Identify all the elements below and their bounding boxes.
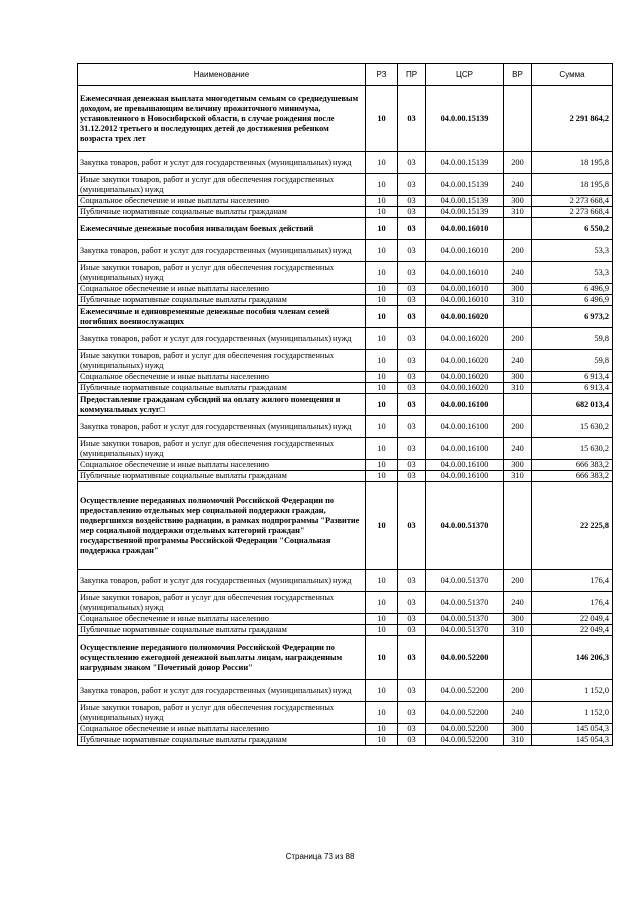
table-row [78, 394, 613, 416]
table-row [78, 735, 613, 746]
cell-pr: 03 [398, 702, 426, 724]
cell-sum: 6 913,4 [532, 372, 613, 383]
cell-csr: 04.0.00.16010 [426, 295, 504, 306]
table-row [78, 680, 613, 702]
cell-vr: 310 [504, 735, 532, 746]
cell-csr: 04.0.00.16100 [426, 394, 504, 416]
cell-sum: 2 273 668,4 [532, 196, 613, 207]
cell-rz: 10 [366, 86, 398, 152]
cell-name: Ежемесячные и единовременные денежные пособия членам семей погибших военнослужащих [78, 306, 366, 328]
cell-name: Осуществление переданного полномочия Российской Федерации по осуществлению ежегодной денежной выплаты лицам, награжденным нагрудным знаком "Почетный донор России" [78, 636, 366, 680]
cell-sum: 15 630,2 [532, 438, 613, 460]
cell-rz: 10 [366, 240, 398, 262]
cell-rz: 10 [366, 306, 398, 328]
table-row [78, 372, 613, 383]
cell-rz: 10 [366, 295, 398, 306]
cell-name: Закупка товаров, работ и услуг для государственных (муниципальных) нужд [78, 328, 366, 350]
cell-rz: 10 [366, 471, 398, 482]
header-rz: РЗ [366, 64, 398, 86]
cell-rz: 10 [366, 207, 398, 218]
table-row [78, 284, 613, 295]
cell-csr: 04.0.00.15139 [426, 174, 504, 196]
cell-rz: 10 [366, 724, 398, 735]
header-csr: ЦСР [426, 64, 504, 86]
table-row [78, 328, 613, 350]
header-vr: ВР [504, 64, 532, 86]
cell-name: Социальное обеспечение и иные выплаты населению [78, 724, 366, 735]
table-row [78, 306, 613, 328]
cell-pr: 03 [398, 350, 426, 372]
cell-csr: 04.0.00.16020 [426, 350, 504, 372]
table-row [78, 438, 613, 460]
table-row [78, 207, 613, 218]
cell-rz: 10 [366, 152, 398, 174]
cell-name: Иные закупки товаров, работ и услуг для обеспечения государственных (муниципальных) нужд [78, 592, 366, 614]
cell-rz: 10 [366, 614, 398, 625]
table-row [78, 625, 613, 636]
cell-vr: 310 [504, 207, 532, 218]
cell-rz: 10 [366, 438, 398, 460]
cell-name: Закупка товаров, работ и услуг для государственных (муниципальных) нужд [78, 152, 366, 174]
table-row [78, 592, 613, 614]
cell-pr: 03 [398, 86, 426, 152]
cell-csr: 04.0.00.15139 [426, 196, 504, 207]
cell-vr: 300 [504, 724, 532, 735]
table-row [78, 383, 613, 394]
table-row [78, 614, 613, 625]
cell-sum: 6 973,2 [532, 306, 613, 328]
cell-csr: 04.0.00.52200 [426, 636, 504, 680]
cell-pr: 03 [398, 328, 426, 350]
header-pr: ПР [398, 64, 426, 86]
cell-sum: 59,8 [532, 328, 613, 350]
cell-csr: 04.0.00.15139 [426, 86, 504, 152]
cell-name: Предоставление гражданам субсидий на оплату жилого помещения и коммунальных услуг□ [78, 394, 366, 416]
cell-name: Ежемесячная денежная выплата многодетным семьям со среднедушевым доходом, не превышающим величину прожиточного минимума, установленного в Новосибирской области, в случае рождения после 31.12.2012 третьего и последующих детей до достижения ребенком возраста трех лет [78, 86, 366, 152]
cell-name: Социальное обеспечение и иные выплаты населению [78, 460, 366, 471]
cell-name: Социальное обеспечение и иные выплаты населению [78, 372, 366, 383]
cell-vr: 240 [504, 350, 532, 372]
cell-csr: 04.0.00.52200 [426, 702, 504, 724]
cell-pr: 03 [398, 284, 426, 295]
cell-vr: 240 [504, 702, 532, 724]
cell-pr: 03 [398, 614, 426, 625]
cell-name: Закупка товаров, работ и услуг для государственных (муниципальных) нужд [78, 416, 366, 438]
cell-sum: 22 225,8 [532, 482, 613, 570]
cell-pr: 03 [398, 625, 426, 636]
cell-sum: 18 195,8 [532, 152, 613, 174]
cell-csr: 04.0.00.16020 [426, 383, 504, 394]
cell-sum: 666 383,2 [532, 460, 613, 471]
cell-sum: 6 496,9 [532, 295, 613, 306]
cell-name: Закупка товаров, работ и услуг для государственных (муниципальных) нужд [78, 570, 366, 592]
cell-rz: 10 [366, 625, 398, 636]
cell-rz: 10 [366, 394, 398, 416]
cell-csr: 04.0.00.16010 [426, 284, 504, 295]
cell-pr: 03 [398, 372, 426, 383]
table-row [78, 152, 613, 174]
table-row [78, 636, 613, 680]
cell-name: Публичные нормативные социальные выплаты гражданам [78, 735, 366, 746]
cell-csr: 04.0.00.16100 [426, 416, 504, 438]
cell-rz: 10 [366, 702, 398, 724]
cell-vr: 200 [504, 570, 532, 592]
cell-pr: 03 [398, 152, 426, 174]
cell-name: Публичные нормативные социальные выплаты гражданам [78, 207, 366, 218]
table-header-row [78, 64, 613, 86]
cell-name: Публичные нормативные социальные выплаты гражданам [78, 625, 366, 636]
cell-name: Социальное обеспечение и иные выплаты населению [78, 614, 366, 625]
cell-pr: 03 [398, 207, 426, 218]
cell-rz: 10 [366, 218, 398, 240]
cell-sum: 15 630,2 [532, 416, 613, 438]
cell-vr: 300 [504, 196, 532, 207]
cell-sum: 2 273 668,4 [532, 207, 613, 218]
cell-rz: 10 [366, 460, 398, 471]
cell-pr: 03 [398, 460, 426, 471]
cell-sum: 59,8 [532, 350, 613, 372]
cell-pr: 03 [398, 735, 426, 746]
cell-pr: 03 [398, 218, 426, 240]
cell-name: Иные закупки товаров, работ и услуг для обеспечения государственных (муниципальных) нужд [78, 262, 366, 284]
cell-sum: 145 054,3 [532, 724, 613, 735]
cell-vr: 200 [504, 416, 532, 438]
cell-csr: 04.0.00.16010 [426, 262, 504, 284]
cell-csr: 04.0.00.16020 [426, 328, 504, 350]
cell-pr: 03 [398, 471, 426, 482]
cell-vr: 310 [504, 471, 532, 482]
cell-sum: 6 913,4 [532, 383, 613, 394]
cell-sum: 145 054,3 [532, 735, 613, 746]
cell-sum: 2 291 864,2 [532, 86, 613, 152]
cell-pr: 03 [398, 592, 426, 614]
cell-csr: 04.0.00.51370 [426, 592, 504, 614]
cell-rz: 10 [366, 262, 398, 284]
table-row [78, 416, 613, 438]
table-row [78, 295, 613, 306]
cell-sum: 176,4 [532, 592, 613, 614]
cell-pr: 03 [398, 306, 426, 328]
cell-sum: 176,4 [532, 570, 613, 592]
cell-vr: 300 [504, 614, 532, 625]
cell-csr: 04.0.00.16100 [426, 471, 504, 482]
cell-rz: 10 [366, 284, 398, 295]
cell-rz: 10 [366, 570, 398, 592]
cell-rz: 10 [366, 174, 398, 196]
cell-csr: 04.0.00.51370 [426, 614, 504, 625]
cell-name: Закупка товаров, работ и услуг для государственных (муниципальных) нужд [78, 680, 366, 702]
cell-rz: 10 [366, 416, 398, 438]
cell-csr: 04.0.00.16100 [426, 460, 504, 471]
table-row [78, 482, 613, 570]
table-body [78, 86, 613, 746]
cell-sum: 18 195,8 [532, 174, 613, 196]
table-row [78, 471, 613, 482]
cell-rz: 10 [366, 328, 398, 350]
cell-csr: 04.0.00.16010 [426, 240, 504, 262]
cell-vr [504, 636, 532, 680]
cell-name: Ежемесячные денежные пособия инвалидам боевых действий [78, 218, 366, 240]
table-row [78, 702, 613, 724]
cell-name: Публичные нормативные социальные выплаты гражданам [78, 383, 366, 394]
cell-sum: 22 049,4 [532, 625, 613, 636]
cell-name: Иные закупки товаров, работ и услуг для обеспечения государственных (муниципальных) нужд [78, 350, 366, 372]
cell-sum: 146 206,3 [532, 636, 613, 680]
cell-rz: 10 [366, 350, 398, 372]
cell-rz: 10 [366, 482, 398, 570]
table-row [78, 570, 613, 592]
cell-csr: 04.0.00.51370 [426, 625, 504, 636]
cell-pr: 03 [398, 724, 426, 735]
cell-vr [504, 218, 532, 240]
cell-rz: 10 [366, 383, 398, 394]
cell-rz: 10 [366, 196, 398, 207]
cell-vr [504, 306, 532, 328]
budget-table [77, 63, 613, 746]
table-row [78, 262, 613, 284]
cell-name: Закупка товаров, работ и услуг для государственных (муниципальных) нужд [78, 240, 366, 262]
cell-csr: 04.0.00.16020 [426, 306, 504, 328]
cell-name: Социальное обеспечение и иные выплаты населению [78, 196, 366, 207]
cell-sum: 682 013,4 [532, 394, 613, 416]
cell-rz: 10 [366, 372, 398, 383]
cell-vr: 300 [504, 372, 532, 383]
cell-vr: 200 [504, 328, 532, 350]
cell-vr: 200 [504, 240, 532, 262]
cell-pr: 03 [398, 680, 426, 702]
cell-csr: 04.0.00.52200 [426, 680, 504, 702]
cell-pr: 03 [398, 240, 426, 262]
cell-name: Социальное обеспечение и иные выплаты населению [78, 284, 366, 295]
cell-pr: 03 [398, 262, 426, 284]
cell-vr [504, 482, 532, 570]
table-row [78, 724, 613, 735]
cell-csr: 04.0.00.15139 [426, 207, 504, 218]
cell-pr: 03 [398, 438, 426, 460]
cell-name: Иные закупки товаров, работ и услуг для обеспечения государственных (муниципальных) нужд [78, 174, 366, 196]
cell-pr: 03 [398, 383, 426, 394]
cell-rz: 10 [366, 680, 398, 702]
cell-pr: 03 [398, 570, 426, 592]
cell-sum: 22 049,4 [532, 614, 613, 625]
cell-name: Публичные нормативные социальные выплаты гражданам [78, 471, 366, 482]
cell-sum: 53,3 [532, 262, 613, 284]
cell-csr: 04.0.00.52200 [426, 735, 504, 746]
cell-vr: 300 [504, 284, 532, 295]
cell-csr: 04.0.00.16010 [426, 218, 504, 240]
cell-sum: 6 550,2 [532, 218, 613, 240]
cell-csr: 04.0.00.15139 [426, 152, 504, 174]
table-row [78, 350, 613, 372]
cell-vr: 200 [504, 680, 532, 702]
cell-name: Публичные нормативные социальные выплаты гражданам [78, 295, 366, 306]
cell-csr: 04.0.00.51370 [426, 570, 504, 592]
cell-rz: 10 [366, 592, 398, 614]
cell-rz: 10 [366, 735, 398, 746]
cell-pr: 03 [398, 174, 426, 196]
cell-vr: 200 [504, 152, 532, 174]
cell-vr: 300 [504, 460, 532, 471]
cell-vr [504, 394, 532, 416]
table-row [78, 86, 613, 152]
cell-pr: 03 [398, 196, 426, 207]
cell-pr: 03 [398, 394, 426, 416]
cell-name: Иные закупки товаров, работ и услуг для обеспечения государственных (муниципальных) нужд [78, 438, 366, 460]
table-row [78, 196, 613, 207]
cell-vr: 240 [504, 174, 532, 196]
cell-sum: 666 383,2 [532, 471, 613, 482]
cell-name: Осуществление переданных полномочий Российской Федерации по предоставлению отдельных мер социальной поддержки граждан, подвергшихся воздействию радиации, в рамках подпрограммы "Развитие мер социальной поддержки отдельных категорий граждан" государственной программы Российской Федерации "Социальная поддержка граждан" [78, 482, 366, 570]
cell-rz: 10 [366, 636, 398, 680]
table-row [78, 218, 613, 240]
cell-name: Иные закупки товаров, работ и услуг для обеспечения государственных (муниципальных) нужд [78, 702, 366, 724]
page-number: Страница 73 из 88 [285, 852, 355, 861]
cell-vr [504, 86, 532, 152]
table-row [78, 174, 613, 196]
cell-csr: 04.0.00.52200 [426, 724, 504, 735]
cell-sum: 6 496,9 [532, 284, 613, 295]
cell-pr: 03 [398, 636, 426, 680]
cell-vr: 310 [504, 625, 532, 636]
cell-vr: 240 [504, 262, 532, 284]
cell-csr: 04.0.00.16100 [426, 438, 504, 460]
header-name: Наименование [78, 64, 366, 86]
cell-vr: 240 [504, 438, 532, 460]
cell-sum: 53,3 [532, 240, 613, 262]
cell-vr: 310 [504, 295, 532, 306]
cell-pr: 03 [398, 482, 426, 570]
table-row [78, 240, 613, 262]
cell-sum: 1 152,0 [532, 680, 613, 702]
cell-sum: 1 152,0 [532, 702, 613, 724]
header-sum: Сумма [532, 64, 613, 86]
table-row [78, 460, 613, 471]
cell-pr: 03 [398, 295, 426, 306]
cell-vr: 240 [504, 592, 532, 614]
cell-pr: 03 [398, 416, 426, 438]
cell-csr: 04.0.00.51370 [426, 482, 504, 570]
cell-csr: 04.0.00.16020 [426, 372, 504, 383]
cell-vr: 310 [504, 383, 532, 394]
